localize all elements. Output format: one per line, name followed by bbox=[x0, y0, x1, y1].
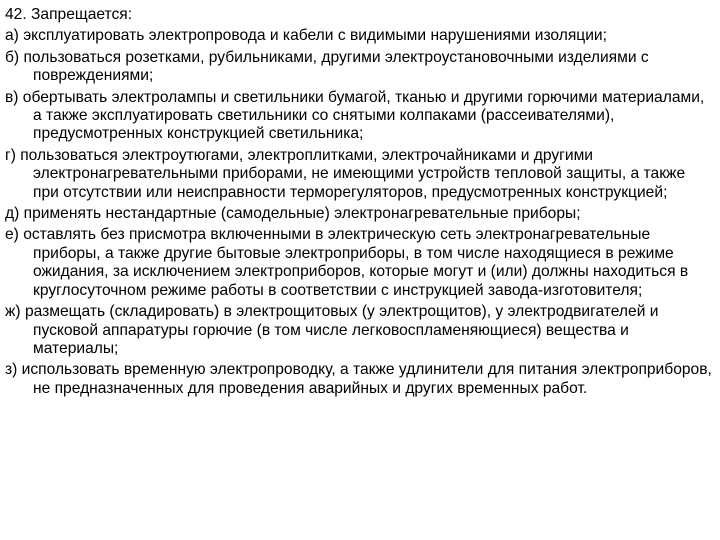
section-heading: 42. Запрещается: bbox=[5, 6, 133, 23]
list-item-v: в) обертывать электролампы и светильники бумагой, тканью и другими горючими материалами, а также эксплуатировать светильники со снятыми колпаками (рассеивателями), предусмотренных конструкцией светильника; bbox=[5, 88, 705, 143]
list-item-z: з) использовать временную электропроводку, а также удлинители для питания электроприборов, не предназначенных для проведения аварийных и других временных работ. bbox=[5, 361, 712, 397]
list-item-d: д) применять нестандартные (самодельные) электронагревательные приборы; bbox=[5, 205, 581, 223]
list-item-a: а) эксплуатировать электропровода и кабели с видимыми нарушениями изоляции; bbox=[5, 27, 607, 45]
list-item-g: г) пользоваться электроутюгами, электроплитками, электрочайниками и другими электронагревательными приборами, не имеющими устройств тепловой защиты, а также при отсутствии или неисправности терморегуляторов, предусмотренных конструкцией; bbox=[5, 146, 686, 201]
list-item-e: е) оставлять без присмотра включенными в электрическую сеть электронагревательные приборы, а также другие бытовые электроприборы, в том числе находящиеся в режиме ожидания, за исключением электроприборов, которые могут и (или) должны находиться в круглосуточном режиме работы в соответствии с инструкцией завода-изготовителя; bbox=[5, 226, 689, 299]
list-item-zh: ж) размещать (складировать) в электрощитовых (у электрощитов), у электродвигателей и пусковой аппаратуры горючие (в том числе легковоспламеняющиеся) вещества и материалы; bbox=[5, 303, 659, 357]
list-item-b: б) пользоваться розетками, рубильниками, другими электроустановочными изделиями с повреждениями; bbox=[5, 48, 649, 85]
